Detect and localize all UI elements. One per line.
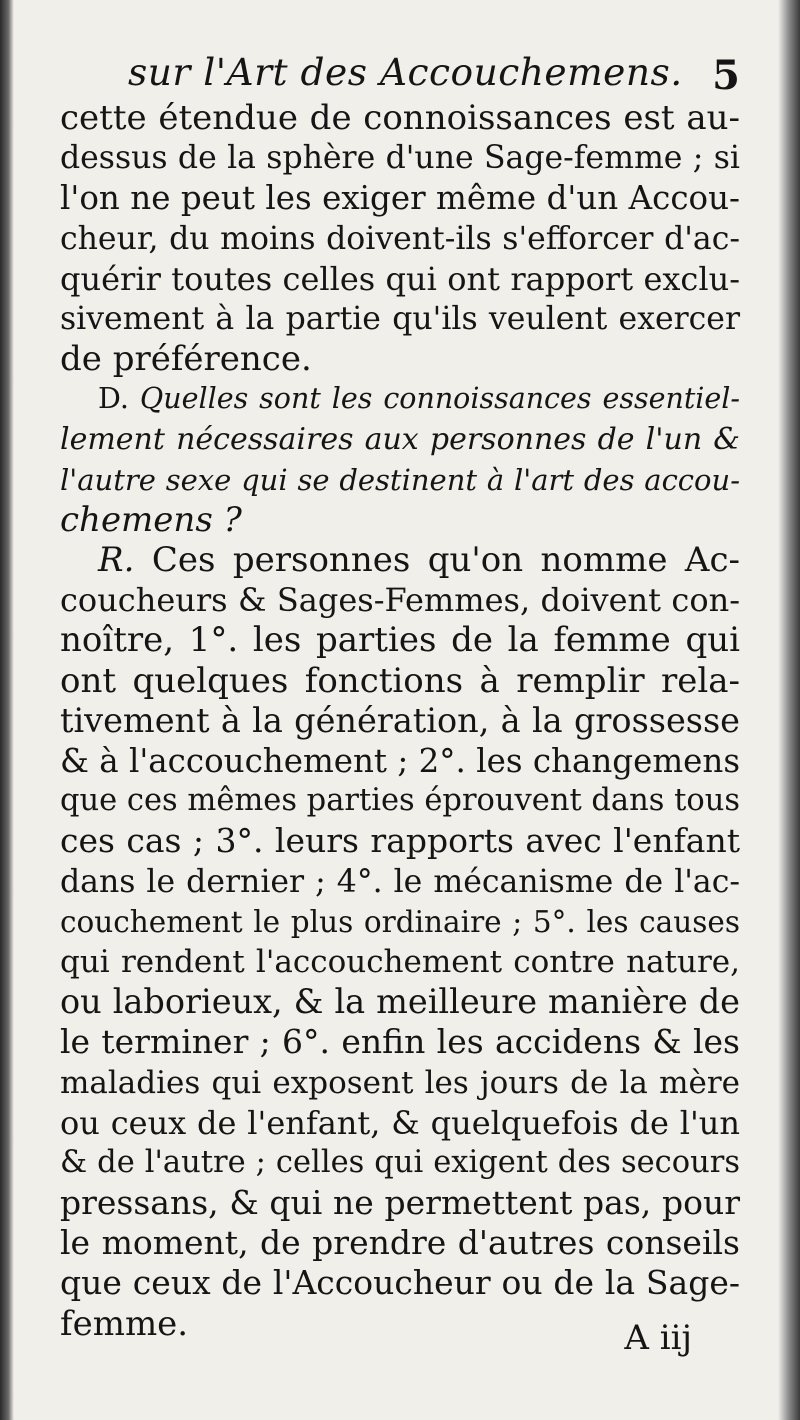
question-line [60,379,740,419]
text-line: ont quelques fonctions à remplir rela- [60,660,740,701]
text-line: de préférence. [60,339,312,380]
text-line: maladies qui exposent les jours de la mère [60,1064,740,1101]
text-line: & à l'accouchement ; 2°. les changemens [60,742,740,780]
text-line: ou ceux de l'enfant, & quelquefois de l'un [60,1103,740,1142]
answer-line [60,540,740,580]
question-text: Quelles sont les connoissances essentiel- [139,382,740,416]
text-line: ces cas ; 3°. leurs rapports avec l'enfant [60,821,740,861]
answer-label: R. [98,540,135,581]
text-line: couchement le plus ordinaire ; 5°. les causes [60,904,740,939]
question-text: lement nécessaires aux personnes de l'un & [60,421,740,457]
text-line: sivement à la partie qu'ils veulent exercer [60,300,740,337]
page-gutter-shadow [0,0,14,1420]
signature-mark: A iij [624,1318,692,1358]
text-line: cette étendue de connoissances est au- [60,98,740,138]
text-line: & de l'autre ; celles qui exigent des secours [60,1144,740,1180]
text-line: tivement à la génération, à la grossesse [60,700,740,740]
text-line: dessus de la sphère d'une Sage-femme ; si [60,140,740,177]
text-line: femme. [60,1303,189,1344]
text-line: ou laborieux, & la meilleure manière de [60,982,740,1022]
text-line: quérir toutes celles qui ont rapport exclu- [60,259,740,298]
page-edge-shadow [778,0,800,1420]
text-line: l'on ne peut les exiger même d'un Accou- [60,179,740,218]
text-line: que ces mêmes parties éprouvent dans tous [60,783,741,819]
text-line: le moment, de prendre d'autres conseils [60,1223,740,1263]
text-line: le terminer ; 6°. enfin les accidens & les [60,1022,740,1062]
text-line: cheur, du moins doivent-ils s'efforcer d'ac- [60,220,740,257]
question-text: l'autre sexe qui se destinent à l'art des accou- [60,462,740,497]
text-line: dans le dernier ; 4°. le mécanisme de l'ac- [60,863,740,900]
question-text: chemens ? [60,499,242,540]
text-line: coucheurs & Sages-Femmes, doivent con- [60,581,740,620]
question-label: D. [98,382,129,416]
text-line: que ceux de l'Accoucheur ou de la Sage- [60,1263,740,1303]
body-text [60,98,740,1344]
text-line: qui rendent l'accouchement contre nature, [60,943,740,980]
text-line: pressans, & qui ne permettent pas, pour [60,1183,740,1223]
page-number: 5 [712,52,740,99]
text-line: noître, 1°. les parties de la femme qui [60,620,740,661]
running-head-title: sur l'Art des Accouchemens. [128,50,683,94]
answer-text: Ces personnes qu'on nomme Ac- [151,540,740,581]
